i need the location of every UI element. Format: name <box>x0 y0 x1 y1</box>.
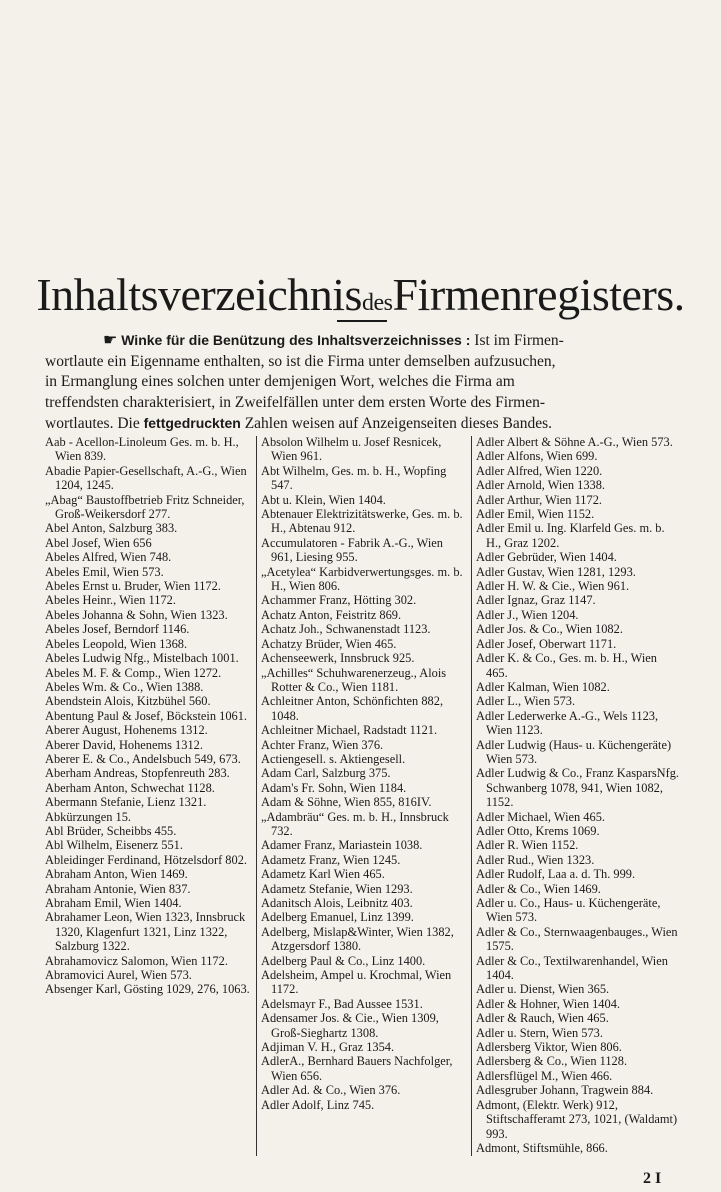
index-entry: Adametz Karl Wien 465. <box>261 867 385 882</box>
index-entry: Adler u. Dienst, Wien 365. <box>476 982 610 997</box>
index-entry: Abraham Emil, Wien 1404. <box>45 896 182 910</box>
title-part-3: Firmenregisters. <box>392 269 685 320</box>
index-entry: Adler Arnold, Wien 1338. <box>476 478 606 493</box>
index-entry: Admont, Stiftsmühle, 866. <box>476 1140 608 1155</box>
index-entry: Adler Ludwig (Haus- u. Küchengeräte) Wien 573. <box>476 737 672 766</box>
index-entry: Adler Kalman, Wien 1082. <box>476 679 610 694</box>
index-entry: Adler Emil, Wien 1152. <box>476 507 595 522</box>
index-entry: Adler Ad. & Co., Wien 376. <box>261 1083 401 1098</box>
index-entry: Adler Rud., Wien 1323. <box>476 852 595 867</box>
intro-line-5-bold: fettgedruckten <box>143 415 241 431</box>
index-entry: Adelsmayr F., Bad Aussee 1531. <box>261 996 423 1011</box>
index-entry: Abramovici Aurel, Wien 573. <box>45 968 192 983</box>
index-entry: Abtenauer Elektrizitätswerke, Ges. m. b. H., Abtenau 912. <box>261 507 463 536</box>
index-entry: Adlersberg Viktor, Wien 806. <box>476 1040 622 1055</box>
index-entry: Adelberg Emanuel, Linz 1399. <box>261 910 414 925</box>
index-entry: Achenseewerk, Innsbruck 925. <box>261 651 415 666</box>
index-entry: Abrahamer Leon, Wien 1323, Innsbruck 1320, Klagenfurt 1321, Linz 1322, Salzburg 1322. <box>45 910 246 954</box>
index-entry: Adler H. W. & Cie., Wien 961. <box>476 579 630 594</box>
index-entry: Achleitner Anton, Schönfichten 882, 1048. <box>261 694 444 723</box>
usage-hints <box>45 330 677 435</box>
index-entry: Adler & Hohner, Wien 1404. <box>476 996 620 1011</box>
index-entry: Abraham Anton, Wien 1469. <box>45 867 188 882</box>
index-entry: Abeles Josef, Berndorf 1146. <box>45 622 190 637</box>
index-entry: Adam's Fr. Sohn, Wien 1184. <box>261 780 407 795</box>
index-entry: Adler Adolf, Linz 745. <box>261 1097 375 1112</box>
index-entry: Adamer Franz, Mariastein 1038. <box>261 838 423 853</box>
index-column-right <box>476 435 680 1155</box>
index-entry: Ableidinger Ferdinand, Hötzelsdorf 802. <box>45 852 247 867</box>
index-entry: Abraham Antonie, Wien 837. <box>45 881 191 896</box>
index-entry: Adler Ludwig & Co., Franz KasparsNfg. Schwanberg 1078, 941, Wien 1082, 1152. <box>476 766 680 810</box>
index-entry: Adlersflügel M., Wien 466. <box>476 1068 613 1083</box>
index-entry: Aab - Acellon-Linoleum Ges. m. b. H., Wien 839. <box>45 435 239 464</box>
index-entry: Abel Anton, Salzburg 383. <box>45 521 178 536</box>
index-entry: Adler K. & Co., Ges. m. b. H., Wien 465. <box>476 651 657 680</box>
title-part-2: des <box>361 290 393 316</box>
index-entry: Adlesgruber Johann, Tragwein 884. <box>476 1083 654 1098</box>
index-entry: Adametz Franz, Wien 1245. <box>261 852 401 867</box>
intro-line-5-a: wortlautes. Die <box>45 415 144 432</box>
index-entry: Achatzy Brüder, Wien 465. <box>261 636 397 651</box>
index-entry: Adler L., Wien 573. <box>476 694 576 709</box>
index-entry: Adler J., Wien 1204. <box>476 607 579 622</box>
index-entry: Abeles M. F. & Comp., Wien 1272. <box>45 665 222 680</box>
index-entry: Abeles Leopold, Wien 1368. <box>45 636 188 651</box>
index-entry: Aberer David, Hohenems 1312. <box>45 737 203 752</box>
index-entry: Admont, (Elektr. Werk) 912, Stiftschafferamt 273, 1021, (Waldamt) 993. <box>476 1097 678 1141</box>
intro-line-1 <box>45 330 677 352</box>
index-entry: Adelberg Paul & Co., Linz 1400. <box>261 953 426 968</box>
index-entry: Achatz Joh., Schwanenstadt 1123. <box>261 622 431 637</box>
index-entry: Adler Emil u. Ing. Klarfeld Ges. m. b. H., Graz 1202. <box>476 521 665 550</box>
index-entry: Adler Gustav, Wien 1281, 1293. <box>476 564 636 579</box>
column-divider-1 <box>256 436 257 1156</box>
index-entry: Adler Alfons, Wien 699. <box>476 449 598 464</box>
index-entry: Adlersberg & Co., Wien 1128. <box>476 1054 628 1069</box>
index-entry: Adler Jos. & Co., Wien 1082. <box>476 622 623 637</box>
index-entry: Adler Michael, Wien 465. <box>476 809 605 824</box>
index-entry: Adanitsch Alois, Leibnitz 403. <box>261 896 413 910</box>
index-entry: Absenger Karl, Gösting 1029, 276, 1063. <box>45 982 250 997</box>
index-entry: Abeles Johanna & Sohn, Wien 1323. <box>45 607 228 622</box>
index-column-left <box>45 435 253 997</box>
index-entry: Adler & Co., Wien 1469. <box>476 881 601 896</box>
index-entry: „Achilles“ Schuhwarenerzeug., Alois Rotter & Co., Wien 1181. <box>261 665 447 694</box>
index-entry: Abeles Ludwig Nfg., Mistelbach 1001. <box>45 651 239 666</box>
index-entry: Adler Alfred, Wien 1220. <box>476 463 603 478</box>
index-entry: Achleitner Michael, Radstadt 1121. <box>261 723 438 738</box>
page-number: 2 I <box>643 1170 662 1187</box>
index-entry: Adam & Söhne, Wien 855, 816IV. <box>261 795 432 810</box>
index-entry: Adler R. Wien 1152. <box>476 838 579 853</box>
index-column-middle <box>261 435 467 1112</box>
index-entry: Adametz Stefanie, Wien 1293. <box>261 881 413 896</box>
index-entry: Abeles Heinr., Wien 1172. <box>45 593 176 608</box>
index-entry: Adler & Co., Sternwaagenbauges., Wien 1575. <box>476 924 678 954</box>
index-entry: Abt u. Klein, Wien 1404. <box>261 492 386 507</box>
index-entry: „Acetylea“ Karbidverwertungsges. m. b. H., Wien 806. <box>261 564 463 594</box>
index-entry: Adler Albert & Söhne A.-G., Wien 573. <box>476 435 673 449</box>
index-entry: Abl Wilhelm, Eisenerz 551. <box>45 838 183 853</box>
intro-line-5-b: Zahlen weisen auf Anzeigenseiten dieses Bandes. <box>240 415 553 432</box>
index-entry: Adler Rudolf, Laa a. d. Th. 999. <box>476 867 636 882</box>
index-entry: Abeles Emil, Wien 573. <box>45 564 164 579</box>
index-entry: Abeles Wm. & Co., Wien 1388. <box>45 679 204 694</box>
index-entry: Adler & Rauch, Wien 465. <box>476 1011 609 1026</box>
index-entry: Abermann Stefanie, Lienz 1321. <box>45 795 207 810</box>
index-entry: Adjiman V. H., Graz 1354. <box>261 1040 395 1055</box>
title-rule <box>337 320 387 322</box>
index-entry: Adler Josef, Oberwart 1171. <box>476 636 617 651</box>
index-entry: Adler Lederwerke A.-G., Wels 1123, Wien 1123. <box>476 708 659 738</box>
index-entry: Abt Wilhelm, Ges. m. b. H., Wopfing 547. <box>261 463 447 493</box>
index-entry: Adler Arthur, Wien 1172. <box>476 492 602 507</box>
index-entry: Aberer E. & Co., Andelsbuch 549, 673. <box>45 751 241 766</box>
index-entry: Abentung Paul & Josef, Böckstein 1061. <box>45 708 248 723</box>
index-entry: Adelberg, Mislap&Winter, Wien 1382, Atzgersdorf 1380. <box>261 924 454 954</box>
index-entry: Aberham Anton, Schwechat 1128. <box>45 780 215 795</box>
index-entry: Aberer August, Hohenems 1312. <box>45 723 208 738</box>
index-entry: Adam Carl, Salzburg 375. <box>261 766 391 781</box>
intro-line-5 <box>45 413 677 435</box>
index-entry: Abendstein Alois, Kitzbühel 560. <box>45 694 211 709</box>
index-entry: Adler u. Co., Haus- u. Küchengeräte, Wien 573. <box>476 896 661 925</box>
index-entry: Abeles Ernst u. Bruder, Wien 1172. <box>45 579 221 594</box>
index-entry: Abadie Papier-Gesellschaft, A.-G., Wien 1204, 1245. <box>45 463 247 493</box>
index-entry: AdlerA., Bernhard Bauers Nachfolger, Wien 656. <box>261 1054 453 1083</box>
intro-line-3: in Ermanglung eines solchen unter demjenigen Wort, welches die Firma am <box>45 373 515 390</box>
column-divider-2 <box>471 436 472 1156</box>
index-entry: Abel Josef, Wien 656 <box>45 535 152 550</box>
index-entry: Accumulatoren - Fabrik A.-G., Wien 961, Liesing 955. <box>261 535 443 565</box>
index-entry: Adler Otto, Krems 1069. <box>476 823 600 838</box>
pointing-hand-icon: ☛ <box>103 332 118 349</box>
index-entry: „Abag“ Baustoffbetrieb Fritz Schneider, Groß-Weikersdorf 277. <box>45 492 245 522</box>
index-entry: Adler Ignaz, Graz 1147. <box>476 593 596 608</box>
index-entry: Adelsheim, Ampel u. Krochmal, Wien 1172. <box>261 968 452 997</box>
index-entry: Achatz Anton, Feistritz 869. <box>261 607 402 622</box>
index-entry: Actiengesell. s. Aktiengesell. <box>261 751 406 766</box>
intro-line-4: treffendsten charakterisiert, in Zweifelfällen unter dem ersten Worte des Firmen- <box>45 393 546 411</box>
title-part-1: Inhaltsverzeichnis <box>36 269 362 320</box>
index-entry: Achter Franz, Wien 376. <box>261 737 384 752</box>
index-entry: Adler & Co., Textilwarenhandel, Wien 1404. <box>476 953 668 983</box>
index-entry: Abeles Alfred, Wien 748. <box>45 550 172 565</box>
index-entry: Abkürzungen 15. <box>45 809 132 824</box>
index-entry: Aberham Andreas, Stopfenreuth 283. <box>45 766 230 781</box>
index-entry: Achammer Franz, Hötting 302. <box>261 593 417 608</box>
hints-lead: Winke für die Benützung des Inhaltsverzeichnisses : <box>121 332 471 348</box>
intro-line-1-rest: Ist im Firmen- <box>470 332 564 349</box>
index-entry: Abl Brüder, Scheibbs 455. <box>45 823 177 838</box>
index-entry: Adler u. Stern, Wien 573. <box>476 1025 603 1040</box>
index-entry: „Adambräu“ Ges. m. b. H., Innsbruck 732. <box>261 809 449 838</box>
index-entry: Abrahamovicz Salomon, Wien 1172. <box>45 953 228 968</box>
index-entry: Adensamer Jos. & Cie., Wien 1309, Groß-Sieghartz 1308. <box>261 1011 439 1040</box>
index-entry: Absolon Wilhelm u. Josef Resnicek, Wien 961. <box>261 435 442 464</box>
index-entry: Adler Gebrüder, Wien 1404. <box>476 550 617 565</box>
intro-line-2: wortlaute ein Eigenname enthalten, so ist die Firma unter demselben aufzusuchen, <box>45 352 556 370</box>
